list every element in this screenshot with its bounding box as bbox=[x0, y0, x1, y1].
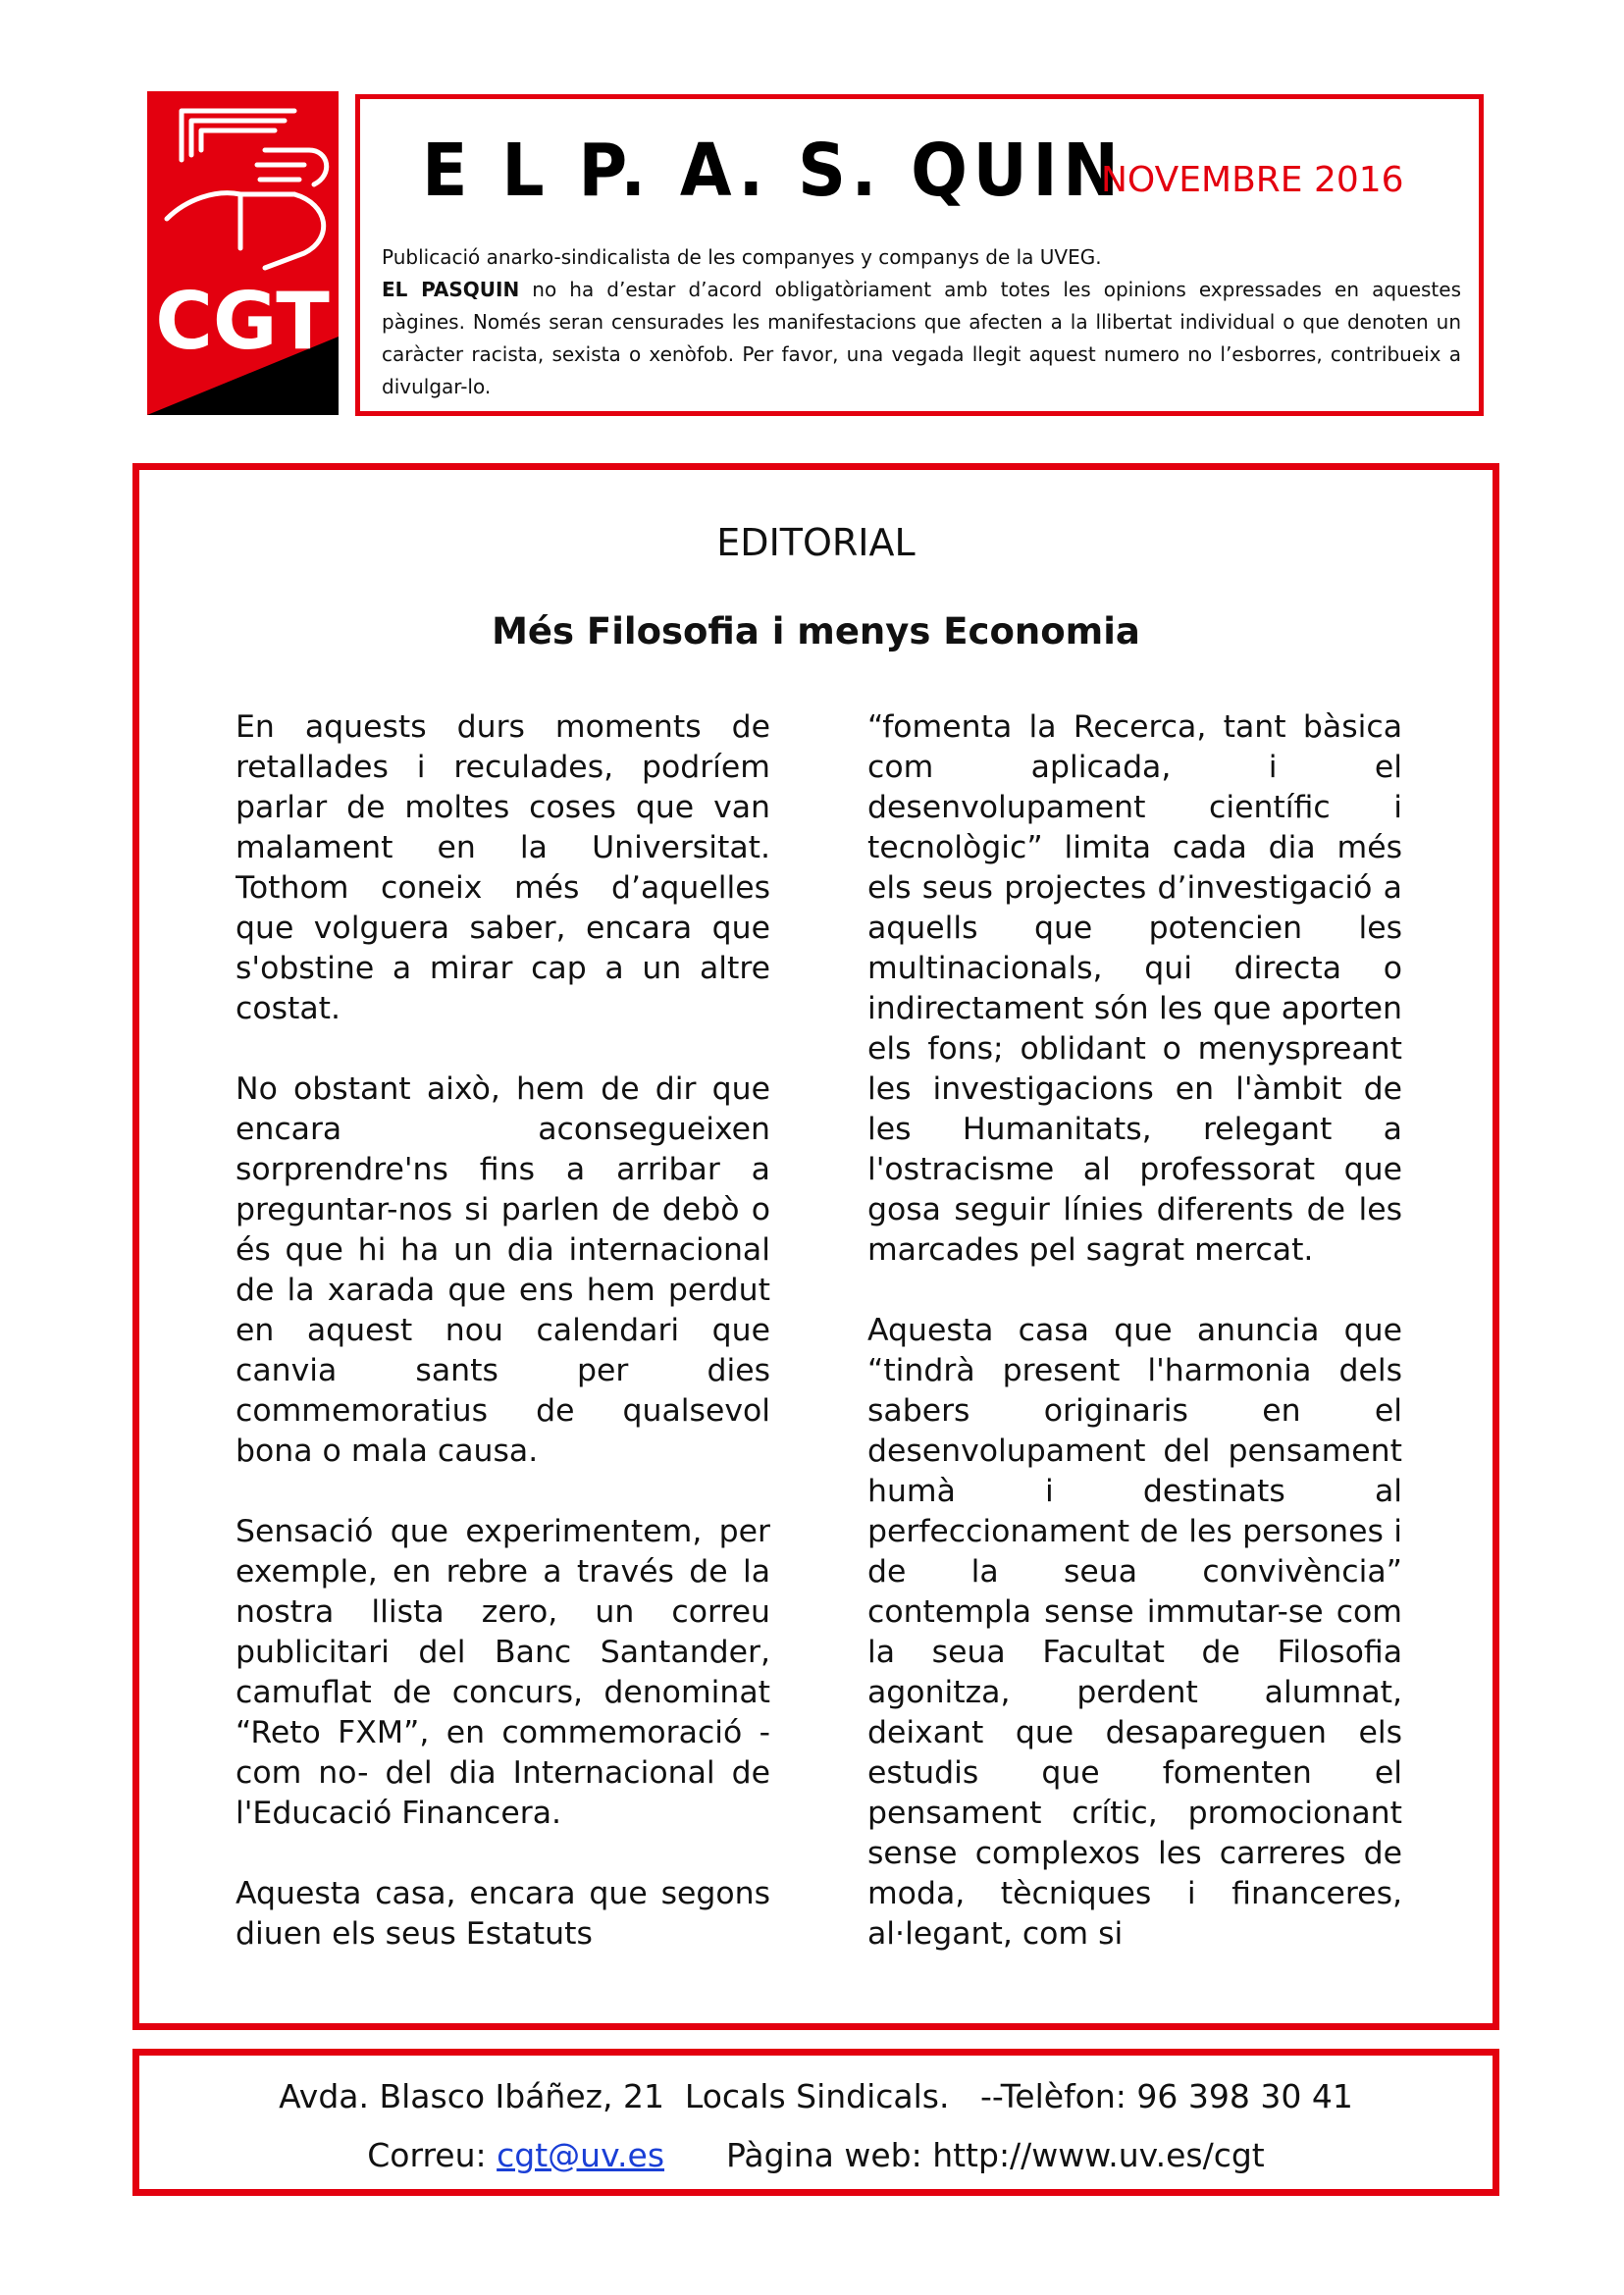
paragraph: Sensació que experimentem, per exemple, en rebre a través de la nostra llista zero, un correu publicitari del Banc Santander, camuflat de concurs, denominat “Reto FXM”, en commemoració -com no- del dia Internacional de l'Educació Financera. bbox=[236, 1514, 770, 1831]
address-phone: Avda. Blasco Ibáñez, 21 Locals Sindicals. --Telèfon: 96 398 30 41 bbox=[279, 2077, 1353, 2115]
pasquin-name: EL PASQUIN bbox=[382, 278, 520, 301]
fist-icon bbox=[147, 91, 339, 415]
article-column-right bbox=[867, 707, 1402, 1973]
paragraph: Aquesta casa que anuncia que “tindrà present l'harmonia dels sabers originaris en el desenvolupament del pensament humà i destinats al perfeccionament de les persones i de la seua convivència” contempla sense immutar-se com la seua Facultat de Filosofia agonitza, perdent alumnat, deixant que desapareguen els estudis que fomenten el pensament crític, promocionant sense complexos les carreres de moda, tècniques i financeres, al·legant, com si bbox=[867, 1313, 1402, 1952]
paragraph: En aquests durs moments de retallades i reculades, podríem parlar de moltes coses que van malament en la Universitat. Tothom coneix més d’aquelles que volguera saber, encara que s'obstine a mirar cap a un altre costat. bbox=[236, 709, 770, 1026]
contact-footer bbox=[132, 2049, 1499, 2196]
issue-date: NOVEMBRE 2016 bbox=[1101, 160, 1404, 200]
email-link[interactable]: cgt@uv.es bbox=[497, 2136, 665, 2174]
section-label: EDITORIAL bbox=[716, 521, 916, 564]
header-box bbox=[355, 94, 1484, 416]
article-headline: Més Filosofia i menys Economia bbox=[492, 610, 1140, 652]
disclaimer-body: no ha d’estar d’acord obligatòriament amb totes les opinions expressades en aquestes pàgines. Només seran censurades les manifestacions que afecten a la llibertat individual o que denoten un caràcter racista, sexista o xenòfob. Per favor, una vegada llegit aquest numero no l’esborres, contribueix a divulgar-lo. bbox=[382, 278, 1461, 398]
disclaimer-text bbox=[382, 274, 1461, 403]
header-description bbox=[382, 241, 1461, 403]
email-web-line bbox=[139, 2136, 1493, 2174]
paragraph: Aquesta casa, encara que segons diuen els seus Estatuts bbox=[236, 1876, 770, 1952]
paragraph: No obstant això, hem de dir que encara aconsegueixen sorprendre'ns fins a arribar a preguntar-nos si parlen de debò o és que hi ha un dia internacional de la xarada que ens hem perdut en aquest nou calendari que canvia sants per dies commemoratius de qualsevol bona o mala causa. bbox=[236, 1071, 770, 1469]
web-address: Pàgina web: http://www.uv.es/cgt bbox=[664, 2136, 1265, 2174]
publication-title: E L P. A. S. QUIN bbox=[422, 129, 1125, 213]
article-column-left bbox=[236, 707, 770, 1973]
publication-description: Publicació anarko-sindicalista de les companyes y companys de la UVEG. bbox=[382, 245, 1102, 269]
email-label: Correu: bbox=[367, 2136, 498, 2174]
editorial-box bbox=[132, 463, 1499, 2030]
logo-text: CGT bbox=[155, 276, 330, 367]
paragraph: “fomenta la Recerca, tant bàsica com aplicada, i el desenvolupament científic i tecnològic” limita cada dia més els seus projectes d’investigació a aquells que potencien les multinacionals, qui directa o indirectament són les que aporten els fons; oblidant o menyspreant les investigacions en l'àmbit de les Humanitats, relegant a l'ostracisme al professorat que gosa seguir línies diferents de les marcades pel sagrat mercat. bbox=[867, 709, 1402, 1268]
cgt-logo bbox=[147, 91, 339, 415]
